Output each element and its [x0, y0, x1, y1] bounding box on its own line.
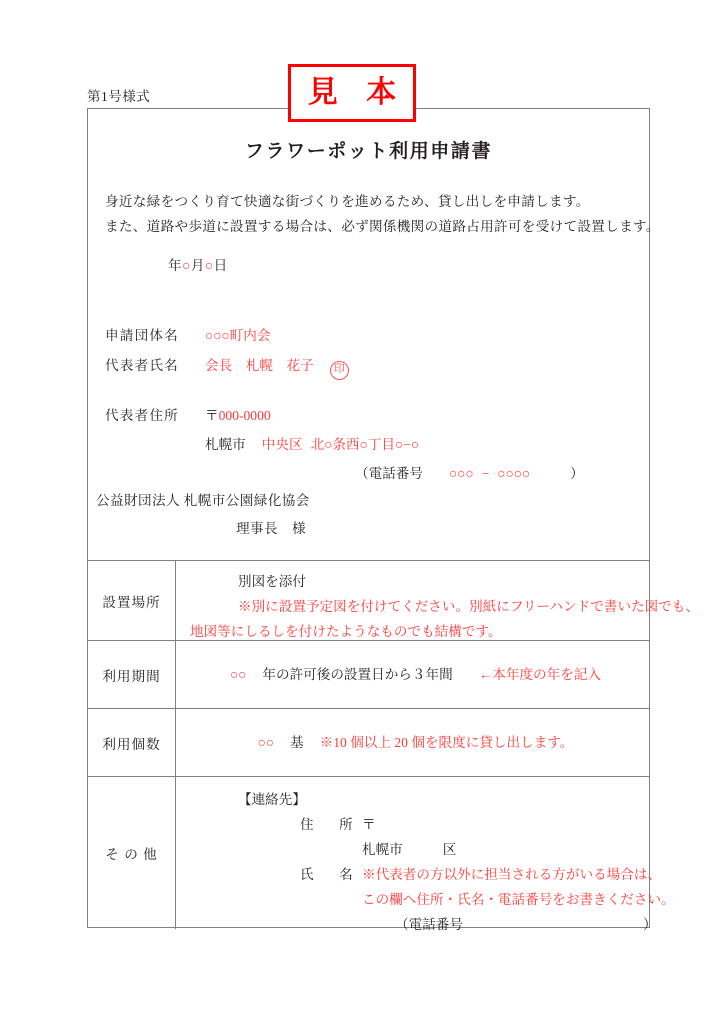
- other-note-line-2: この欄へ住所・氏名・電話番号をお書きください。: [362, 892, 675, 907]
- other-city-row: [190, 837, 675, 862]
- other-tel-label: （電話番号: [395, 917, 463, 932]
- row-label-other: そ の 他: [88, 777, 176, 929]
- date-month-mark: 月: [190, 258, 205, 273]
- applicant-city: 札幌市: [205, 437, 246, 452]
- applicant-tel-part2: ○○○○: [497, 466, 531, 481]
- date-day-mark: 日: [213, 258, 228, 273]
- period-note: ←本年度の年を記入: [478, 667, 602, 682]
- row-body-period: [176, 641, 649, 708]
- form-table: [87, 108, 699, 932]
- applicant-ward: 中央区: [261, 437, 303, 452]
- period-circles: ○○: [229, 667, 247, 682]
- row-label-count: 利用個数: [88, 709, 176, 776]
- applicant-fields: [105, 321, 349, 381]
- intro-text: [105, 189, 660, 239]
- table-row-period: [88, 641, 649, 709]
- seal-icon: 印: [330, 361, 349, 380]
- sample-stamp-text: 見 本: [307, 75, 406, 110]
- other-address-label: 住 所: [300, 817, 359, 832]
- row-label-place: 設置場所: [88, 561, 176, 640]
- applicant-rep-label: 代表者氏名: [105, 358, 179, 373]
- other-note-line-1: ※代表者の方以外に担当される方がいる場合は、: [362, 867, 662, 882]
- table-row-place: [88, 561, 699, 641]
- table-row-other: [88, 777, 675, 932]
- other-name-row: [190, 862, 675, 887]
- count-unit: 基: [290, 735, 304, 750]
- period-value: 年の許可後の設置日から３年間: [262, 667, 453, 682]
- place-note-line-2: 地図等にしるしを付けたようなものでも結構です。: [190, 624, 502, 639]
- sample-stamp: [288, 64, 416, 122]
- applicant-org-value: ○○○町内会: [205, 328, 271, 343]
- addressee-block: [96, 487, 310, 543]
- row-body-place: [176, 561, 707, 640]
- date-line: [168, 254, 228, 274]
- applicant-rep-value: 会長 札幌 花子: [205, 358, 314, 373]
- count-line: [258, 730, 574, 755]
- other-tel-row: [190, 912, 675, 937]
- count-note: ※10 個以上 20 個を限度に貸し出します。: [319, 735, 574, 750]
- other-name-label: 氏 名: [300, 867, 359, 882]
- date-year-mark: 年: [168, 258, 183, 273]
- form-number-label: 第1号様式: [87, 89, 151, 104]
- other-heading: 【連絡先】: [238, 792, 306, 807]
- applicant-street: 北○条西○丁目○−○: [310, 437, 420, 452]
- applicant-address-label: 代表者住所: [105, 408, 179, 423]
- applicant-org-label: 申請団体名: [105, 328, 179, 343]
- place-note-line-1: ※別に設置予定図を付けてください。別紙にフリーハンドで書いた図でも、: [238, 599, 699, 614]
- other-ward: 区: [442, 842, 457, 857]
- place-value: 別図を添付: [238, 574, 306, 589]
- date-day-circle: ○: [204, 258, 214, 273]
- applicant-tel-row: [105, 459, 584, 488]
- count-circles: ○○: [257, 735, 275, 750]
- date-month-circle: ○: [182, 258, 191, 273]
- other-city: 札幌市: [362, 842, 403, 857]
- applicant-address-block: [105, 401, 584, 488]
- other-postal-mark-icon: 〒: [362, 817, 376, 832]
- applicant-postal-code: 000-0000: [218, 408, 271, 423]
- other-address-row: [190, 812, 675, 837]
- row-body-count: [176, 709, 649, 776]
- row-label-period: 利用期間: [88, 641, 176, 708]
- addressee-line-1: 公益財団法人 札幌市公園緑化協会: [96, 493, 310, 508]
- addressee-line-2: 理事長 様: [236, 521, 306, 536]
- applicant-org-row: [105, 321, 349, 351]
- intro-line-1: 身近な緑をつくり育て快適な街づくりを進めるため、貸し出しを申請します。: [105, 194, 590, 209]
- form-header-block: [88, 109, 660, 561]
- row-body-other: [176, 777, 683, 932]
- intro-line-2: また、道路や歩道に設置する場合は、必ず関係機関の道路占用許可を受けて設置します。: [105, 219, 660, 234]
- postal-mark-icon: 〒: [205, 408, 219, 423]
- applicant-address-row: [105, 401, 584, 430]
- other-tel-close: ）: [642, 917, 657, 932]
- period-line: [230, 662, 601, 687]
- applicant-tel-close: ）: [570, 466, 584, 481]
- applicant-rep-row: [105, 351, 349, 381]
- table-row-count: [88, 709, 649, 777]
- applicant-tel-part1: ○○○: [448, 466, 474, 481]
- applicant-tel-dash: −: [481, 466, 490, 481]
- applicant-tel-label: （電話番号: [355, 466, 423, 481]
- page-title: フラワーポット利用申請書: [244, 141, 493, 162]
- applicant-address-detail-row: [105, 430, 584, 459]
